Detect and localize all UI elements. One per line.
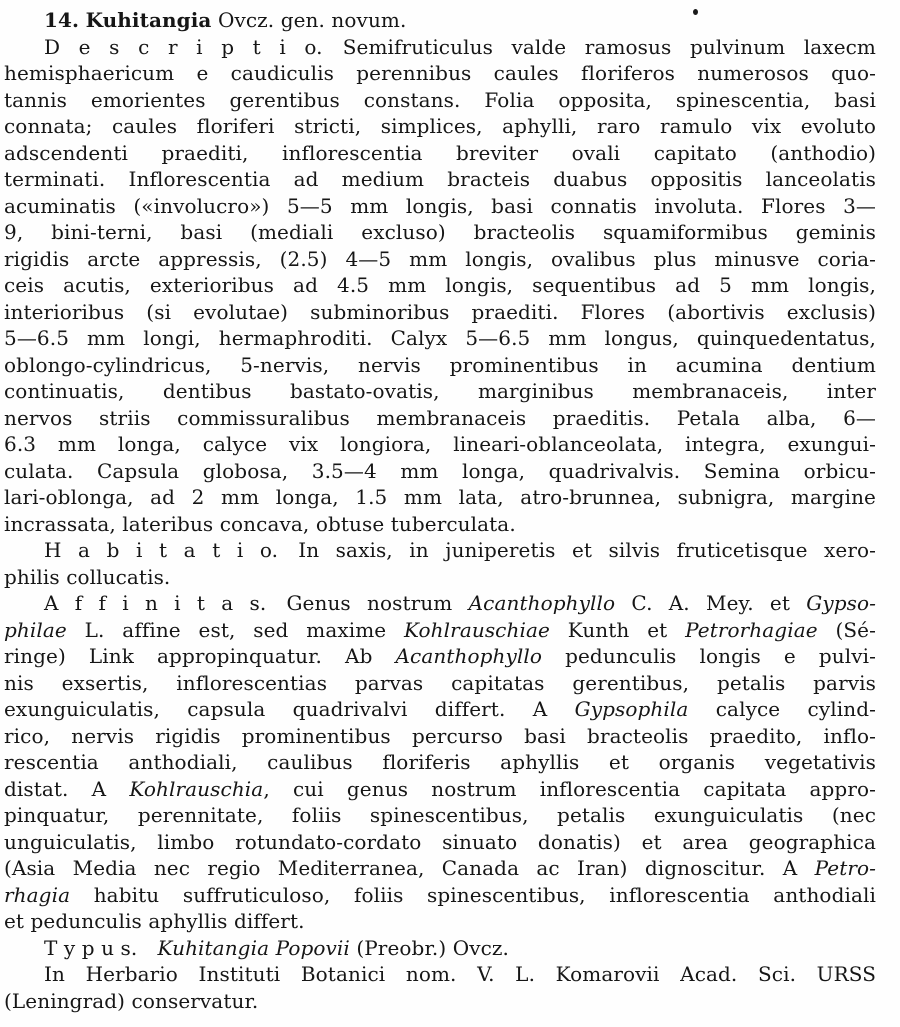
- paragraph-repository: [4, 961, 876, 1014]
- paragraph-typus: [4, 935, 876, 962]
- heading-line: [4, 7, 876, 34]
- text-line: nervos striis commissuralibus membranaceis praeditis. Petala alba, 6—: [4, 405, 876, 430]
- text-line: 9, bini-terni, basi (mediali excluso) bracteolis squamiformibus geminis: [4, 220, 876, 244]
- text-line: ceis acutis, exterioribus ad 4.5 mm longis, sequentibus ad 5 mm longis,: [4, 273, 876, 297]
- paragraph-habitatio: [4, 537, 876, 590]
- text-line: distat. A Kohlrauschia, cui genus nostrum inflorescentia capitata appro-: [4, 776, 876, 801]
- text-line: culata. Capsula globosa, 3.5—4 mm longa, quadrivalvis. Semina orbicu-: [4, 458, 876, 483]
- text-line: unguiculatis, limbo rotundato-cordato sinuato donatis) et area geographica: [4, 829, 876, 854]
- text-line: A f f i n i t a s. Genus nostrum Acanthophyllo C. A. Mey. et Gypso-: [44, 591, 876, 615]
- text-line: philae L. affine est, sed maxime Kohlrauschiae Kunth et Petrorhagiae (Sé-: [4, 617, 876, 642]
- text-line: interioribus (si evolutae) subminoribus praediti. Flores (abortivis exclusis): [4, 299, 876, 324]
- text-line: (Leningrad) conservatur.: [4, 988, 259, 1013]
- stray-ink-dot: [693, 9, 698, 15]
- text-line: et pedunculis aphyllis differt.: [4, 909, 305, 933]
- paragraphs-root: [4, 34, 876, 1015]
- text-line: acuminatis («involucro») 5—5 mm longis, basi connatis involuta. Flores 3—: [4, 193, 876, 218]
- heading-authority: Ovcz. gen. novum.: [217, 8, 407, 32]
- text-line: 6.3 mm longa, calyce vix longiora, lineari-oblanceolata, integra, exungui-: [4, 432, 876, 456]
- text-line: oblongo-cylindricus, 5-nervis, nervis prominentibus in acumina dentium: [4, 352, 876, 377]
- text-line: D e s c r i p t i o. Semifruticulus valde ramosus pulvinum laxecm: [44, 34, 876, 59]
- species-number: 14.: [44, 8, 80, 32]
- text-line: lari-oblonga, ad 2 mm longa, 1.5 mm lata, atro-brunnea, subnigra, margine: [4, 485, 876, 509]
- text-line: hemisphaericum e caudiculis perennibus caules floriferos numerosos quo-: [4, 61, 876, 85]
- text-line: 5—6.5 mm longi, hermaphroditi. Calyx 5—6.5 mm longus, quinquedentatus,: [4, 326, 876, 350]
- genus-name: Kuhitangia: [85, 8, 212, 32]
- text-line: In Herbario Instituti Botanici nom. V. L. Komarovii Acad. Sci. URSS: [44, 962, 876, 986]
- text-line: H a b i t a t i o. In saxis, in juniperetis et silvis fruticetisque xero-: [44, 538, 876, 562]
- text-line: incrassata, lateribus concava, obtuse tuberculata.: [4, 511, 516, 536]
- paragraph-affinitas: [4, 590, 876, 935]
- text-line: adscendenti praediti, inflorescentia breviter ovali capitato (anthodio): [4, 140, 876, 165]
- text-line: connata; caules floriferi stricti, simplices, aphylli, raro ramulo vix evoluto: [4, 114, 876, 138]
- text-line: rico, nervis rigidis prominentibus percurso basi bracteolis praedito, inflo-: [4, 723, 876, 748]
- text-line: pinquatur, perennitate, foliis spinescentibus, petalis exunguiculatis (nec: [4, 803, 876, 827]
- text-line: rigidis arcte appressis, (2.5) 4—5 mm longis, ovalibus plus minusve coria-: [4, 246, 876, 271]
- text-line: rhagia habitu suffruticuloso, foliis spinescentibus, inflorescentia anthodiali: [4, 882, 876, 907]
- text-line: exunguiculatis, capsula quadrivalvi differt. A Gypsophila calyce cylind-: [4, 697, 876, 721]
- text-line: tannis emorientes gerentibus constans. Folia opposita, spinescentia, basi: [4, 87, 876, 112]
- text-line: continuatis, dentibus bastato-ovatis, marginibus membranaceis, inter: [4, 379, 876, 403]
- text-line: rescentia anthodiali, caulibus floriferis aphyllis et organis vegetativis: [4, 750, 876, 774]
- text-line: nis exsertis, inflorescentias parvas capitatas gerentibus, petalis parvis: [4, 670, 876, 695]
- text-line: (Asia Media nec regio Mediterranea, Canada ac Iran) dignoscitur. A Petro-: [4, 856, 876, 880]
- paragraph-descriptio: [4, 34, 876, 538]
- text-line: ringe) Link appropinquatur. Ab Acanthophyllo pedunculis longis e pulvi-: [4, 644, 876, 668]
- text-line: terminati. Inflorescentia ad medium bracteis duabus oppositis lanceolatis: [4, 167, 876, 191]
- text-line: philis collucatis.: [4, 564, 171, 589]
- text-line: T y p u s. Kuhitangia Popovii (Preobr.) Ovcz.: [44, 935, 510, 960]
